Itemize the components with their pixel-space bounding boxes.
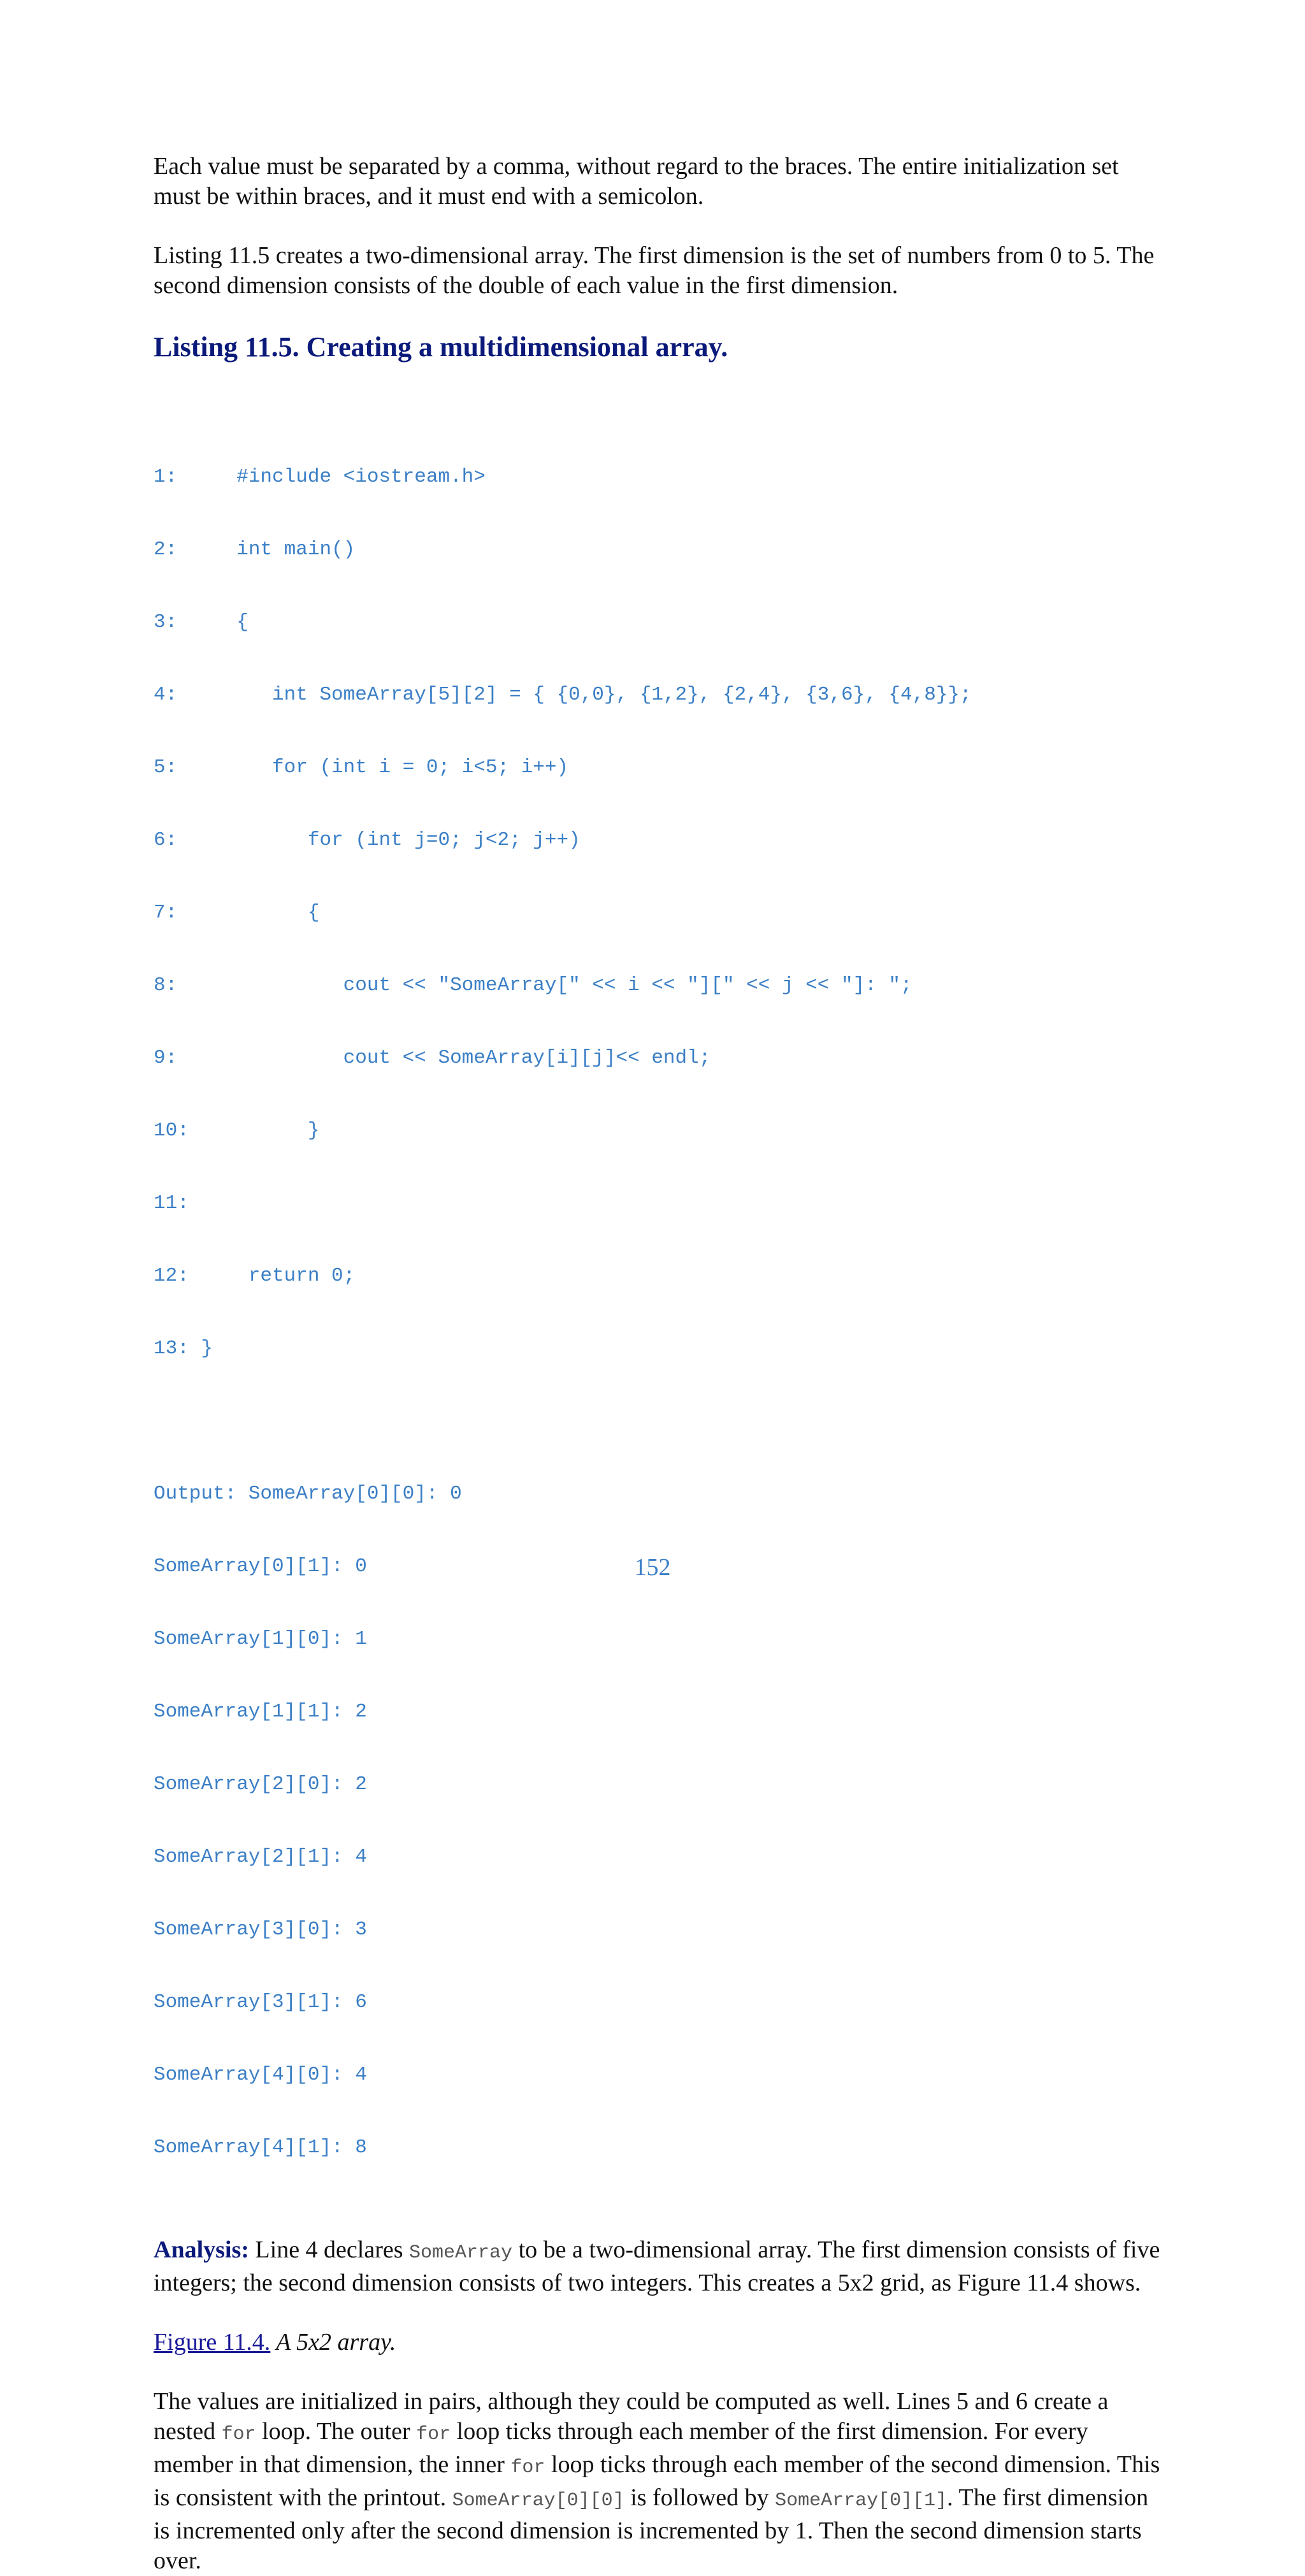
closing-text: loop ticks through each member of the first dimension. For every member in that dimension, the inner bbox=[154, 2418, 1088, 2478]
code-line: 3: { bbox=[154, 611, 249, 633]
listing-title: Listing 11.5. Creating a multidimensional array. bbox=[154, 331, 728, 363]
figure-caption: A 5x2 array. bbox=[270, 2329, 396, 2356]
intro-paragraph: Each value must be separated by a comma, without regard to the braces. The entire initialization set must be within braces, and it must end with a semicolon. bbox=[154, 153, 1119, 210]
code-line: 1: #include <iostream.h> bbox=[154, 466, 486, 488]
code-line: 13: } bbox=[154, 1337, 213, 1360]
code-listing bbox=[154, 417, 1160, 1409]
analysis-text: Line 4 declares bbox=[249, 2236, 410, 2263]
closing-text: loop. The outer bbox=[256, 2418, 417, 2445]
listing-intro-paragraph: Listing 11.5 creates a two-dimensional array. The first dimension is the set of numbers from 0 to 5. The second dimension consists of the double of each value in the first dimension. bbox=[154, 242, 1155, 299]
figure-link[interactable]: Figure 11.4. bbox=[154, 2329, 271, 2356]
inline-code: for bbox=[221, 2424, 256, 2445]
code-line: 11: bbox=[154, 1192, 189, 1214]
inline-code: SomeArray[0][0] bbox=[452, 2490, 624, 2512]
inline-code: SomeArray[0][1] bbox=[775, 2490, 948, 2512]
page-number: 152 bbox=[634, 1554, 671, 1581]
code-line: 9: cout << SomeArray[i][j]<< endl; bbox=[154, 1047, 711, 1069]
closing-paragraph bbox=[154, 2387, 1160, 2576]
inline-code: for bbox=[510, 2457, 545, 2479]
closing-text: loop ticks through each member of the second dimension. This is consistent with the printout. bbox=[154, 2451, 1160, 2511]
closing-text: The values are initialized in pairs, although they could be computed as well. Lines 5 and 6 create a nested bbox=[154, 2388, 1109, 2445]
inline-code: for bbox=[416, 2424, 451, 2445]
code-line: 8: cout << "SomeArray[" << i << "][" << j << "]: "; bbox=[154, 974, 912, 997]
output-line: SomeArray[3][0]: 3 bbox=[154, 1918, 367, 1941]
code-line: 2: int main() bbox=[154, 538, 356, 561]
document-page bbox=[154, 152, 1160, 2576]
output-line: SomeArray[1][0]: 1 bbox=[154, 1628, 367, 1650]
closing-text: . The first dimension is incremented only after the second dimension is incremented by 1. Then the second dimension starts over. bbox=[154, 2484, 1149, 2574]
output-line: SomeArray[2][0]: 2 bbox=[154, 1773, 367, 1795]
analysis-text: to be a two-dimensional array. The first dimension consists of five integers; the second dimension consists of two integers. This creates a 5x2 grid, as Figure 11.4 shows. bbox=[154, 2236, 1160, 2296]
output-line: SomeArray[4][0]: 4 bbox=[154, 2064, 367, 2086]
code-line: 7: { bbox=[154, 902, 320, 924]
program-output bbox=[154, 1434, 1160, 2208]
output-line: SomeArray[3][1]: 6 bbox=[154, 1991, 367, 2013]
code-line: 10: } bbox=[154, 1119, 320, 1142]
output-line: SomeArray[1][1]: 2 bbox=[154, 1701, 367, 1723]
output-line: SomeArray[4][1]: 8 bbox=[154, 2136, 367, 2159]
code-line: 5: for (int i = 0; i<5; i++) bbox=[154, 756, 569, 779]
code-line: 12: return 0; bbox=[154, 1265, 356, 1287]
output-line: SomeArray[0][1]: 0 bbox=[154, 1555, 367, 1578]
figure-reference bbox=[154, 2328, 1160, 2357]
closing-text: is followed by bbox=[624, 2484, 775, 2511]
code-line: 4: int SomeArray[5][2] = { {0,0}, {1,2}, {2,4}, {3,6}, {4,8}}; bbox=[154, 684, 972, 706]
analysis-paragraph bbox=[154, 2235, 1160, 2298]
inline-code: SomeArray bbox=[409, 2242, 513, 2264]
analysis-label: Analysis: bbox=[154, 2236, 249, 2263]
code-line: 6: for (int j=0; j<2; j++) bbox=[154, 829, 580, 851]
output-line: Output: SomeArray[0][0]: 0 bbox=[154, 1483, 462, 1505]
output-line: SomeArray[2][1]: 4 bbox=[154, 1846, 367, 1868]
